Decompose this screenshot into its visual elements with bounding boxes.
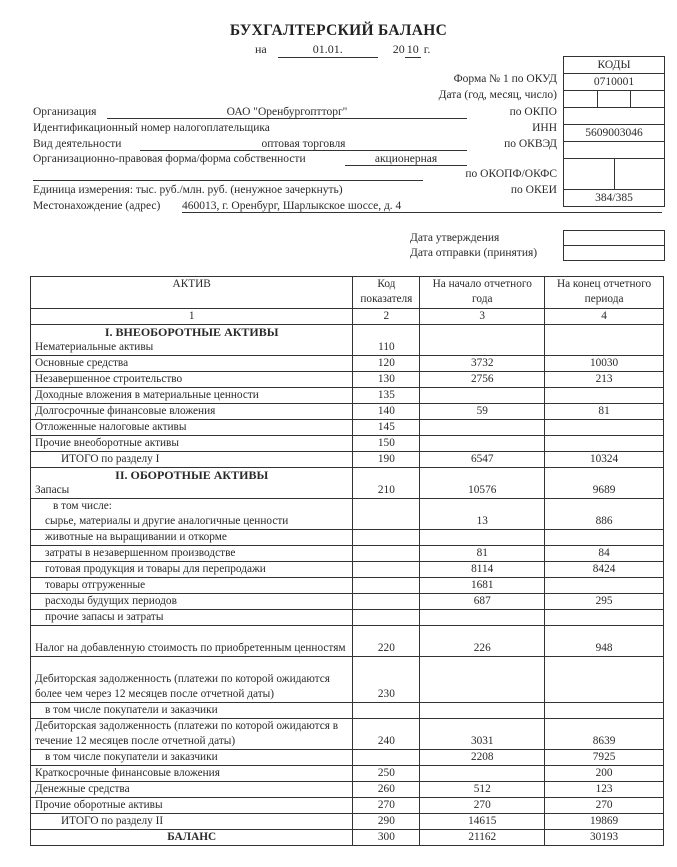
row-start[interactable]: 2208 (420, 750, 545, 766)
row-label: ИТОГО по разделу II (31, 814, 353, 830)
table-row (31, 578, 664, 594)
total-row (31, 814, 664, 830)
row-code: 230 (353, 657, 420, 703)
total-row (31, 452, 664, 468)
row-code: 110 (353, 325, 420, 356)
year-suffix: г. (423, 42, 431, 56)
divider (33, 180, 423, 181)
inn-label: Идентификационный номер налогоплательщика (33, 122, 270, 134)
row-label: затраты в незавершенном производстве (31, 546, 353, 562)
table-row (31, 546, 664, 562)
okei-label: по ОКЕИ (510, 184, 557, 196)
row-code: 270 (353, 798, 420, 814)
col-number: 2 (353, 309, 420, 325)
table-row (31, 766, 664, 782)
send-date-field[interactable] (564, 246, 664, 260)
header-start: На начало отчетного года (420, 277, 545, 309)
row-start[interactable] (420, 766, 545, 782)
row-end[interactable]: 295 (545, 594, 664, 610)
legal-form-field[interactable]: акционерная (345, 153, 467, 166)
address-label: Местонахождение (адрес) (33, 200, 161, 212)
okved-label: по ОКВЭД (504, 138, 557, 150)
okud-value[interactable]: 0710001 (564, 74, 664, 91)
row-start[interactable] (420, 530, 545, 546)
inn-value[interactable]: 5609003046 (564, 125, 664, 142)
unit-label: Единица измерения: тыс. руб./млн. руб. (ненужное зачеркнуть) (33, 184, 343, 196)
row-end[interactable]: 30193 (545, 830, 664, 846)
row-start[interactable]: 59 (420, 404, 545, 420)
balance-total-row (31, 830, 664, 846)
table-row (31, 372, 664, 388)
send-date-label: Дата отправки (принятия) (410, 247, 538, 259)
row-label: Дебиторская задолженность (платежи по которой ожидаются более чем через 12 месяцев после отчетной даты) (31, 657, 353, 703)
row-end[interactable]: 19869 (545, 814, 664, 830)
table-row (31, 499, 664, 530)
row-end[interactable]: 8639 (545, 719, 664, 750)
row-code: 130 (353, 372, 420, 388)
row-start[interactable]: 14615 (420, 814, 545, 830)
approve-date-label: Дата утверждения (410, 232, 500, 244)
row-end[interactable]: 84 (545, 546, 664, 562)
codes-box (563, 56, 665, 207)
table-row (31, 719, 664, 750)
balance-table (30, 276, 664, 846)
row-code: 210 (353, 468, 420, 499)
row-end[interactable]: 213 (545, 372, 664, 388)
row-end[interactable]: 8424 (545, 562, 664, 578)
table-row (31, 388, 664, 404)
row-end[interactable]: 10324 (545, 452, 664, 468)
okopf-cells[interactable] (564, 159, 664, 190)
table-row (31, 782, 664, 798)
row-end[interactable]: 123 (545, 782, 664, 798)
section-2-title: II. ОБОРОТНЫЕ АКТИВЫ (115, 468, 269, 482)
row-end[interactable]: 200 (545, 766, 664, 782)
row-start[interactable]: 10576 (420, 468, 545, 499)
date-line (255, 42, 430, 58)
codes-header: КОДЫ (564, 57, 664, 74)
row-code (353, 499, 420, 530)
row-end[interactable]: 948 (545, 626, 664, 657)
activity-field[interactable]: оптовая торговля (140, 138, 467, 151)
row-end[interactable]: 7925 (545, 750, 664, 766)
header-asset: АКТИВ (31, 277, 353, 309)
row-label: прочие запасы и затраты (31, 610, 353, 626)
row-start[interactable]: 81 (420, 546, 545, 562)
row-label: готовая продукция и товары для перепродажи (31, 562, 353, 578)
row-end[interactable] (545, 325, 664, 356)
approval-box (563, 230, 665, 261)
table-row (31, 562, 664, 578)
row-code (353, 562, 420, 578)
row-end[interactable] (545, 610, 664, 626)
row-label: Нематериальные активы (35, 341, 154, 353)
okved-value[interactable] (564, 142, 664, 159)
row-label: Налог на добавленную стоимость по приобретенным ценностям (31, 626, 353, 657)
table-row (31, 657, 664, 703)
row-start[interactable] (420, 436, 545, 452)
approve-date-field[interactable] (564, 231, 664, 246)
row-start[interactable]: 6547 (420, 452, 545, 468)
row-label: Денежные средства (31, 782, 353, 798)
row-end[interactable]: 81 (545, 404, 664, 420)
row-label: Прочие оборотные активы (31, 798, 353, 814)
row-code: 120 (353, 356, 420, 372)
row-code: 220 (353, 626, 420, 657)
address-field[interactable]: 460013, г. Оренбург, Шарлыкское шоссе, д. 4 (182, 200, 662, 213)
table-row (31, 750, 664, 766)
row-code (353, 594, 420, 610)
row-label: Запасы (35, 484, 70, 496)
col-number: 4 (545, 309, 664, 325)
row-label: сырье, материалы и другие аналогичные ценности (45, 515, 289, 527)
row-start[interactable]: 21162 (420, 830, 545, 846)
table-row (31, 420, 664, 436)
row-start[interactable]: 3732 (420, 356, 545, 372)
row-end[interactable] (545, 703, 664, 719)
legal-form-label: Организационно-правовая форма/форма собственности (33, 153, 306, 165)
document-title: БУХГАЛТЕРСКИЙ БАЛАНС (229, 22, 448, 39)
row-end[interactable]: 9689 (545, 468, 664, 499)
row-label: Незавершенное строительство (31, 372, 353, 388)
okopf-label: по ОКОПФ/ОКФС (465, 168, 557, 180)
col-number: 3 (420, 309, 545, 325)
row-code: 250 (353, 766, 420, 782)
row-start[interactable]: 2756 (420, 372, 545, 388)
row-code (353, 703, 420, 719)
table-row (31, 703, 664, 719)
row-start[interactable]: 512 (420, 782, 545, 798)
header-end: На конец отчетного периода (545, 277, 664, 309)
row-start[interactable]: 3031 (420, 719, 545, 750)
row-code (353, 530, 420, 546)
row-end[interactable] (545, 657, 664, 703)
row-label: Основные средства (31, 356, 353, 372)
row-code: 300 (353, 830, 420, 846)
row-start[interactable]: 13 (420, 499, 545, 530)
row-start[interactable] (420, 610, 545, 626)
row-end[interactable]: 886 (545, 499, 664, 530)
table-row (31, 436, 664, 452)
row-start[interactable]: 226 (420, 626, 545, 657)
row-code: 140 (353, 404, 420, 420)
header-code: Код показателя (353, 277, 420, 309)
row-code (353, 578, 420, 594)
date-field[interactable]: 01.01. (278, 42, 378, 58)
col-number: 1 (31, 309, 353, 325)
okei-value[interactable]: 384/385 (595, 192, 633, 204)
org-label: Организация (33, 106, 97, 118)
date-code-label: Дата (год, месяц, число) (438, 89, 557, 101)
row-label: Доходные вложения в материальные ценности (31, 388, 353, 404)
table-row (31, 325, 664, 356)
row-label: Краткосрочные финансовые вложения (31, 766, 353, 782)
section-1-title: I. ВНЕОБОРОТНЫЕ АКТИВЫ (104, 325, 279, 339)
table-row (31, 356, 664, 372)
table-row (31, 594, 664, 610)
year-field[interactable]: 10 (406, 42, 419, 56)
table-row (31, 610, 664, 626)
row-start[interactable]: 270 (420, 798, 545, 814)
row-end[interactable] (545, 388, 664, 404)
row-start[interactable] (420, 325, 545, 356)
activity-label: Вид деятельности (33, 138, 122, 150)
row-label: расходы будущих периодов (31, 594, 353, 610)
row-start[interactable] (420, 657, 545, 703)
table-row (31, 468, 664, 499)
table-row (31, 626, 664, 657)
row-label: в том числе покупатели и заказчики (31, 703, 353, 719)
row-end[interactable]: 270 (545, 798, 664, 814)
row-label: в том числе покупатели и заказчики (31, 750, 353, 766)
row-label: Отложенные налоговые активы (31, 420, 353, 436)
okpo-label: по ОКПО (509, 106, 557, 118)
row-code: 240 (353, 719, 420, 750)
table-row (31, 404, 664, 420)
row-code: 145 (353, 420, 420, 436)
row-label: ИТОГО по разделу I (31, 452, 353, 468)
row-end[interactable] (545, 530, 664, 546)
okud-label: Форма № 1 по ОКУД (453, 73, 557, 85)
row-end[interactable] (545, 436, 664, 452)
row-start[interactable]: 1681 (420, 578, 545, 594)
row-code (353, 750, 420, 766)
row-start[interactable]: 8114 (420, 562, 545, 578)
subheading: в том числе: (53, 500, 112, 512)
row-start[interactable] (420, 420, 545, 436)
row-end[interactable] (545, 420, 664, 436)
row-start[interactable] (420, 388, 545, 404)
row-end[interactable]: 10030 (545, 356, 664, 372)
row-label: Прочие внеоборотные активы (31, 436, 353, 452)
row-label: товары отгруженные (31, 578, 353, 594)
year-prefix: 20 (392, 42, 405, 56)
row-label: БАЛАНС (31, 830, 353, 846)
table-row (31, 530, 664, 546)
okpo-value[interactable] (564, 108, 664, 125)
row-start[interactable]: 687 (420, 594, 545, 610)
row-code: 190 (353, 452, 420, 468)
org-field[interactable]: ОАО "Оренбургоптторг" (107, 106, 467, 119)
row-code: 290 (353, 814, 420, 830)
row-code (353, 546, 420, 562)
date-prefix: на (255, 42, 267, 56)
row-code: 260 (353, 782, 420, 798)
row-label: Дебиторская задолженность (платежи по которой ожидаются в течение 12 месяцев после отчетной даты) (31, 719, 353, 750)
date-code-cells[interactable] (564, 91, 664, 108)
table-row (31, 798, 664, 814)
row-end[interactable] (545, 578, 664, 594)
row-code: 150 (353, 436, 420, 452)
inn-code-label: ИНН (532, 122, 557, 134)
row-code: 135 (353, 388, 420, 404)
row-label: Долгосрочные финансовые вложения (31, 404, 353, 420)
row-label: животные на выращивании и откорме (31, 530, 353, 546)
row-code (353, 610, 420, 626)
row-start[interactable] (420, 703, 545, 719)
